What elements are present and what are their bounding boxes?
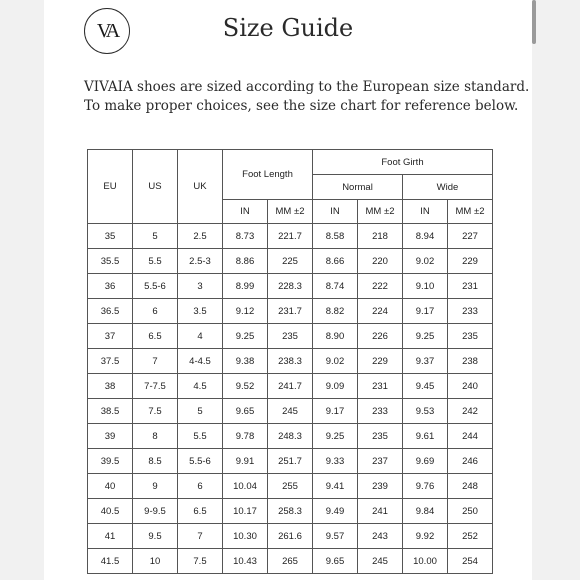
cell-eu-size: 41.5: [88, 549, 133, 574]
header-normal-mm: MM ±2: [358, 200, 403, 224]
cell-length-mm: 265: [268, 549, 313, 574]
cell-wide-girth-in: 10.00: [403, 549, 448, 574]
cell-length-in: 9.65: [223, 399, 268, 424]
cell-eu-size: 35: [88, 224, 133, 249]
cell-eu-size: 40.5: [88, 499, 133, 524]
cell-normal-girth-in: 8.82: [313, 299, 358, 324]
cell-us-size: 7.5: [133, 399, 178, 424]
table-row: [88, 549, 493, 574]
cell-length-mm: 261.6: [268, 524, 313, 549]
cell-uk-size: 7.5: [178, 549, 223, 574]
cell-eu-size: 35.5: [88, 249, 133, 274]
cell-length-mm: 251.7: [268, 449, 313, 474]
cell-normal-girth-in: 8.90: [313, 324, 358, 349]
page-title: Size Guide: [222, 14, 354, 42]
cell-uk-size: 3: [178, 274, 223, 299]
cell-wide-girth-mm: 254: [448, 549, 493, 574]
cell-normal-girth-in: 9.25: [313, 424, 358, 449]
cell-uk-size: 4.5: [178, 374, 223, 399]
header-foot-length: Foot Length: [223, 150, 313, 200]
cell-normal-girth-mm: 224: [358, 299, 403, 324]
cell-eu-size: 37.5: [88, 349, 133, 374]
cell-us-size: 10: [133, 549, 178, 574]
cell-normal-girth-in: 9.02: [313, 349, 358, 374]
cell-us-size: 7-7.5: [133, 374, 178, 399]
table-row: [88, 274, 493, 299]
cell-length-in: 9.91: [223, 449, 268, 474]
cell-us-size: 9-9.5: [133, 499, 178, 524]
cell-normal-girth-mm: 220: [358, 249, 403, 274]
cell-uk-size: 5.5-6: [178, 449, 223, 474]
table-row: [88, 524, 493, 549]
cell-length-mm: 225: [268, 249, 313, 274]
cell-length-in: 8.99: [223, 274, 268, 299]
table-row: [88, 474, 493, 499]
table-row: [88, 499, 493, 524]
intro-line-2: To make proper choices, see the size chart for reference below.: [84, 98, 519, 114]
cell-us-size: 6: [133, 299, 178, 324]
cell-length-in: 8.86: [223, 249, 268, 274]
header-us: US: [133, 150, 178, 224]
cell-length-in: 9.25: [223, 324, 268, 349]
cell-wide-girth-in: 9.25: [403, 324, 448, 349]
cell-normal-girth-mm: 237: [358, 449, 403, 474]
cell-uk-size: 4: [178, 324, 223, 349]
cell-normal-girth-in: 9.09: [313, 374, 358, 399]
cell-normal-girth-mm: 241: [358, 499, 403, 524]
cell-normal-girth-in: 9.65: [313, 549, 358, 574]
cell-wide-girth-in: 9.84: [403, 499, 448, 524]
cell-eu-size: 40: [88, 474, 133, 499]
cell-uk-size: 6: [178, 474, 223, 499]
brand-logo-icon: VA: [84, 8, 130, 54]
cell-wide-girth-mm: 244: [448, 424, 493, 449]
cell-uk-size: 5.5: [178, 424, 223, 449]
table-row: [88, 224, 493, 249]
cell-uk-size: 2.5: [178, 224, 223, 249]
cell-us-size: 6.5: [133, 324, 178, 349]
cell-length-in: 9.78: [223, 424, 268, 449]
cell-wide-girth-in: 9.53: [403, 399, 448, 424]
cell-wide-girth-mm: 246: [448, 449, 493, 474]
size-chart-table: [87, 149, 493, 574]
cell-normal-girth-mm: 222: [358, 274, 403, 299]
cell-us-size: 7: [133, 349, 178, 374]
cell-wide-girth-mm: 235: [448, 324, 493, 349]
right-backdrop: [532, 0, 580, 580]
header-length-in: IN: [223, 200, 268, 224]
cell-normal-girth-in: 8.66: [313, 249, 358, 274]
cell-normal-girth-mm: 231: [358, 374, 403, 399]
cell-wide-girth-in: 9.92: [403, 524, 448, 549]
table-row: [88, 424, 493, 449]
cell-normal-girth-in: 9.33: [313, 449, 358, 474]
header-foot-girth: Foot Girth: [313, 150, 493, 175]
table-row: [88, 399, 493, 424]
cell-wide-girth-mm: 240: [448, 374, 493, 399]
cell-wide-girth-in: 9.17: [403, 299, 448, 324]
cell-us-size: 5.5: [133, 249, 178, 274]
cell-wide-girth-in: 9.10: [403, 274, 448, 299]
cell-us-size: 5: [133, 224, 178, 249]
cell-normal-girth-mm: 245: [358, 549, 403, 574]
cell-wide-girth-in: 9.61: [403, 424, 448, 449]
table-row: [88, 449, 493, 474]
cell-normal-girth-mm: 243: [358, 524, 403, 549]
cell-uk-size: 4-4.5: [178, 349, 223, 374]
table-row: [88, 299, 493, 324]
cell-normal-girth-in: 9.57: [313, 524, 358, 549]
intro-text: [84, 78, 530, 116]
header-wide-mm: MM ±2: [448, 200, 493, 224]
cell-us-size: 9.5: [133, 524, 178, 549]
cell-length-mm: 241.7: [268, 374, 313, 399]
cell-wide-girth-mm: 252: [448, 524, 493, 549]
cell-uk-size: 5: [178, 399, 223, 424]
cell-us-size: 8.5: [133, 449, 178, 474]
cell-length-in: 9.38: [223, 349, 268, 374]
intro-line-1: VIVAIA shoes are sized according to the European size standard.: [84, 79, 530, 95]
cell-length-mm: 255: [268, 474, 313, 499]
cell-wide-girth-mm: 231: [448, 274, 493, 299]
cell-wide-girth-in: 9.76: [403, 474, 448, 499]
cell-length-mm: 258.3: [268, 499, 313, 524]
cell-normal-girth-in: 9.17: [313, 399, 358, 424]
header-normal-in: IN: [313, 200, 358, 224]
cell-length-mm: 248.3: [268, 424, 313, 449]
cell-normal-girth-in: 9.41: [313, 474, 358, 499]
cell-wide-girth-mm: 233: [448, 299, 493, 324]
cell-us-size: 9: [133, 474, 178, 499]
cell-wide-girth-mm: 250: [448, 499, 493, 524]
header-normal: Normal: [313, 175, 403, 200]
cell-wide-girth-in: 9.69: [403, 449, 448, 474]
cell-length-in: 9.12: [223, 299, 268, 324]
cell-normal-girth-in: 8.58: [313, 224, 358, 249]
header-eu: EU: [88, 150, 133, 224]
cell-uk-size: 2.5-3: [178, 249, 223, 274]
cell-wide-girth-in: 9.02: [403, 249, 448, 274]
cell-eu-size: 39: [88, 424, 133, 449]
cell-eu-size: 36: [88, 274, 133, 299]
cell-wide-girth-mm: 229: [448, 249, 493, 274]
cell-wide-girth-mm: 242: [448, 399, 493, 424]
header-length-mm: MM ±2: [268, 200, 313, 224]
table-row: [88, 249, 493, 274]
cell-uk-size: 6.5: [178, 499, 223, 524]
header-wide-in: IN: [403, 200, 448, 224]
left-backdrop: [0, 0, 44, 580]
cell-length-mm: 238.3: [268, 349, 313, 374]
size-chart-body: [88, 224, 493, 574]
cell-us-size: 8: [133, 424, 178, 449]
cell-length-in: 10.30: [223, 524, 268, 549]
cell-normal-girth-mm: 229: [358, 349, 403, 374]
cell-eu-size: 38.5: [88, 399, 133, 424]
cell-normal-girth-mm: 218: [358, 224, 403, 249]
cell-uk-size: 7: [178, 524, 223, 549]
cell-us-size: 5.5-6: [133, 274, 178, 299]
cell-eu-size: 37: [88, 324, 133, 349]
cell-length-in: 10.04: [223, 474, 268, 499]
cell-wide-girth-mm: 248: [448, 474, 493, 499]
cell-normal-girth-mm: 235: [358, 424, 403, 449]
cell-normal-girth-in: 9.49: [313, 499, 358, 524]
cell-wide-girth-in: 9.37: [403, 349, 448, 374]
cell-length-in: 10.17: [223, 499, 268, 524]
table-row: [88, 324, 493, 349]
size-guide-page: [44, 0, 532, 580]
cell-wide-girth-in: 9.45: [403, 374, 448, 399]
cell-length-in: 8.73: [223, 224, 268, 249]
scroll-edge-marker: [532, 0, 536, 44]
header-uk: UK: [178, 150, 223, 224]
cell-length-mm: 228.3: [268, 274, 313, 299]
cell-length-mm: 235: [268, 324, 313, 349]
cell-uk-size: 3.5: [178, 299, 223, 324]
cell-wide-girth-mm: 227: [448, 224, 493, 249]
cell-wide-girth-mm: 238: [448, 349, 493, 374]
cell-length-mm: 245: [268, 399, 313, 424]
cell-eu-size: 39.5: [88, 449, 133, 474]
cell-eu-size: 38: [88, 374, 133, 399]
cell-wide-girth-in: 8.94: [403, 224, 448, 249]
cell-eu-size: 36.5: [88, 299, 133, 324]
table-row: [88, 374, 493, 399]
cell-normal-girth-mm: 239: [358, 474, 403, 499]
header-wide: Wide: [403, 175, 493, 200]
cell-length-mm: 231.7: [268, 299, 313, 324]
cell-normal-girth-mm: 226: [358, 324, 403, 349]
cell-length-in: 10.43: [223, 549, 268, 574]
cell-length-in: 9.52: [223, 374, 268, 399]
cell-normal-girth-in: 8.74: [313, 274, 358, 299]
cell-eu-size: 41: [88, 524, 133, 549]
table-row: [88, 349, 493, 374]
cell-length-mm: 221.7: [268, 224, 313, 249]
cell-normal-girth-mm: 233: [358, 399, 403, 424]
